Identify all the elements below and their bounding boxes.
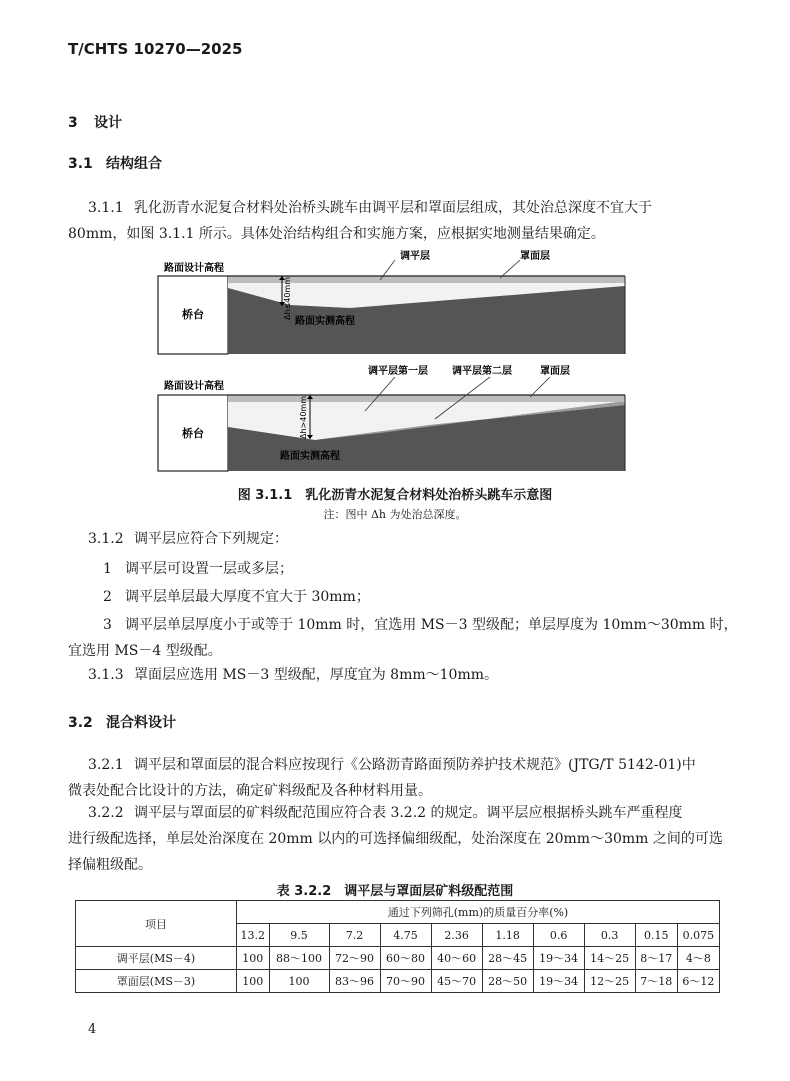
- clause-3-1-2: [88, 526, 728, 552]
- table-cell: 8～17: [635, 947, 677, 970]
- gradation-table: [75, 900, 720, 993]
- item-number: 2: [103, 589, 112, 605]
- row-label: 罩面层(MS－3): [76, 970, 237, 993]
- table-cell: 7～18: [635, 970, 677, 993]
- item-number: 3: [103, 617, 112, 633]
- table-row: [76, 947, 720, 970]
- sieve-size: 2.36: [431, 924, 482, 947]
- clause-text-line2: 微表处配合比设计的方法，确定矿料级配及各种材料用量。: [68, 783, 432, 799]
- table-cell: 45～70: [431, 970, 482, 993]
- sieve-size: 13.2: [237, 924, 270, 947]
- row-label: 调平层(MS－4): [76, 947, 237, 970]
- clause-3-1-3: [88, 662, 728, 688]
- clause-text: 调平层与罩面层的矿料级配范围应符合表 3.2.2 的规定。调平层应根据桥头跳车严重程度: [134, 805, 683, 821]
- section-number: 3.1: [68, 156, 93, 172]
- measured-elevation-label: 路面实测高程: [280, 451, 340, 462]
- table-cell: 6～12: [677, 970, 719, 993]
- section-title: 设计: [94, 115, 122, 131]
- measured-elevation-label: 路面实测高程: [295, 316, 355, 327]
- table-cell: 100: [237, 970, 270, 993]
- item-text-line2: 宜选用 MS－4 型级配。: [68, 643, 222, 659]
- surface-layer-label: 罩面层: [520, 251, 550, 262]
- clause-text: 乳化沥青水泥复合材料处治桥头跳车由调平层和罩面层组成，其处治总深度不宜大于: [134, 200, 652, 216]
- sieve-size: 4.75: [380, 924, 431, 947]
- sieve-size: 0.075: [677, 924, 719, 947]
- list-item: [103, 584, 743, 610]
- sieve-size: 0.15: [635, 924, 677, 947]
- clause-number: 3.1.2: [88, 531, 124, 547]
- standard-id: T/CHTS 10270—2025: [68, 40, 243, 58]
- clause-text: 调平层和罩面层的混合料应按现行《公路沥青路面预防养护技术规范》(JTG/T 5142-01)中: [134, 757, 696, 773]
- clause-text: 罩面层应选用 MS－3 型级配，厚度宜为 8mm～10mm。: [134, 667, 499, 683]
- list-item: [103, 556, 743, 582]
- leveling-layer-2-label: 调平层第二层: [452, 366, 512, 377]
- clause-text-line2: 进行级配选择，单层处治深度在 20mm 以内的可选择偏细级配，处治深度在 20mm～30mm 之间的可选: [68, 831, 723, 847]
- table-cell: 14～25: [584, 947, 635, 970]
- section-title: 结构组合: [106, 156, 162, 172]
- clause-text-line2: 80mm，如图 3.1.1 所示。具体处治结构组合和实施方案，应根据实地测量结果确定。: [68, 226, 605, 242]
- diagram-bottom: [150, 365, 630, 475]
- design-elevation-label: 路面设计高程: [164, 263, 224, 274]
- clause-3-2-1: [68, 752, 728, 804]
- section-3-heading: [68, 112, 122, 132]
- table-cell: 40～60: [431, 947, 482, 970]
- group-header: 通过下列筛孔(mm)的质量百分率(%): [237, 901, 720, 924]
- section-3-1-heading: [68, 153, 162, 173]
- table-cell: 19～34: [533, 970, 584, 993]
- item-text: 调平层可设置一层或多层；: [125, 561, 293, 577]
- leveling-layer-label: 调平层: [400, 251, 430, 262]
- item-text: 调平层单层厚度小于或等于 10mm 时，宜选用 MS－3 型级配；单层厚度为 10mm～30mm 时，: [125, 617, 738, 633]
- design-elevation-label: 路面设计高程: [164, 381, 224, 392]
- surface-layer-label: 罩面层: [540, 366, 570, 377]
- clause-text-line3: 择偏粗级配。: [68, 857, 152, 873]
- table-cell: 19～34: [533, 947, 584, 970]
- table-cell: 72～90: [329, 947, 380, 970]
- table-cell: 28～45: [482, 947, 533, 970]
- table-cell: 100: [237, 947, 270, 970]
- figure-note: 注：图中 Δh 为处治总深度。: [323, 508, 467, 521]
- abutment-label: 桥台: [182, 308, 204, 321]
- table-cell: 100: [269, 970, 329, 993]
- page-number: 4: [88, 1022, 97, 1037]
- leveling-layer-1-label: 调平层第一层: [368, 366, 428, 377]
- diagram-top: [150, 250, 630, 360]
- section-title: 混合料设计: [106, 715, 176, 731]
- clause-number: 3.2.1: [88, 757, 124, 773]
- abutment-label: 桥台: [182, 427, 204, 440]
- table-cell: 83～96: [329, 970, 380, 993]
- section-3-2-heading: [68, 712, 176, 732]
- item-header: 项目: [76, 901, 237, 947]
- table-cell: 4～8: [677, 947, 719, 970]
- figure-caption: 图 3.1.1 乳化沥青水泥复合材料处治桥头跳车示意图: [237, 488, 553, 503]
- sieve-size: 7.2: [329, 924, 380, 947]
- table-row: [76, 970, 720, 993]
- item-text: 调平层单层最大厚度不宜大于 30mm；: [125, 589, 370, 605]
- table-caption: 表 3.2.2 调平层与罩面层矿料级配范围: [276, 884, 514, 899]
- table-cell: 88～100: [269, 947, 329, 970]
- clause-3-2-2: [68, 800, 728, 878]
- sieve-size: 9.5: [269, 924, 329, 947]
- figure-top: [150, 250, 630, 360]
- clause-text: 调平层应符合下列规定：: [134, 531, 288, 547]
- table-cell: 60～80: [380, 947, 431, 970]
- item-number: 1: [103, 561, 112, 577]
- section-number: 3.2: [68, 715, 93, 731]
- delta-h-label: Δh>40mm: [299, 395, 308, 439]
- list-item: [68, 612, 743, 664]
- clause-number: 3.1.3: [88, 667, 124, 683]
- table-cell: 28～50: [482, 970, 533, 993]
- clause-number: 3.2.2: [88, 805, 124, 821]
- clause-3-1-1: [68, 195, 728, 247]
- sieve-size: 0.6: [533, 924, 584, 947]
- section-number: 3: [68, 115, 78, 131]
- clause-number: 3.1.1: [88, 200, 124, 216]
- table-cell: 70～90: [380, 970, 431, 993]
- table-cell: 12～25: [584, 970, 635, 993]
- sieve-size: 1.18: [482, 924, 533, 947]
- figure-bottom: [150, 365, 630, 475]
- delta-h-label: Δh≤40mm: [283, 276, 292, 320]
- sieve-size: 0.3: [584, 924, 635, 947]
